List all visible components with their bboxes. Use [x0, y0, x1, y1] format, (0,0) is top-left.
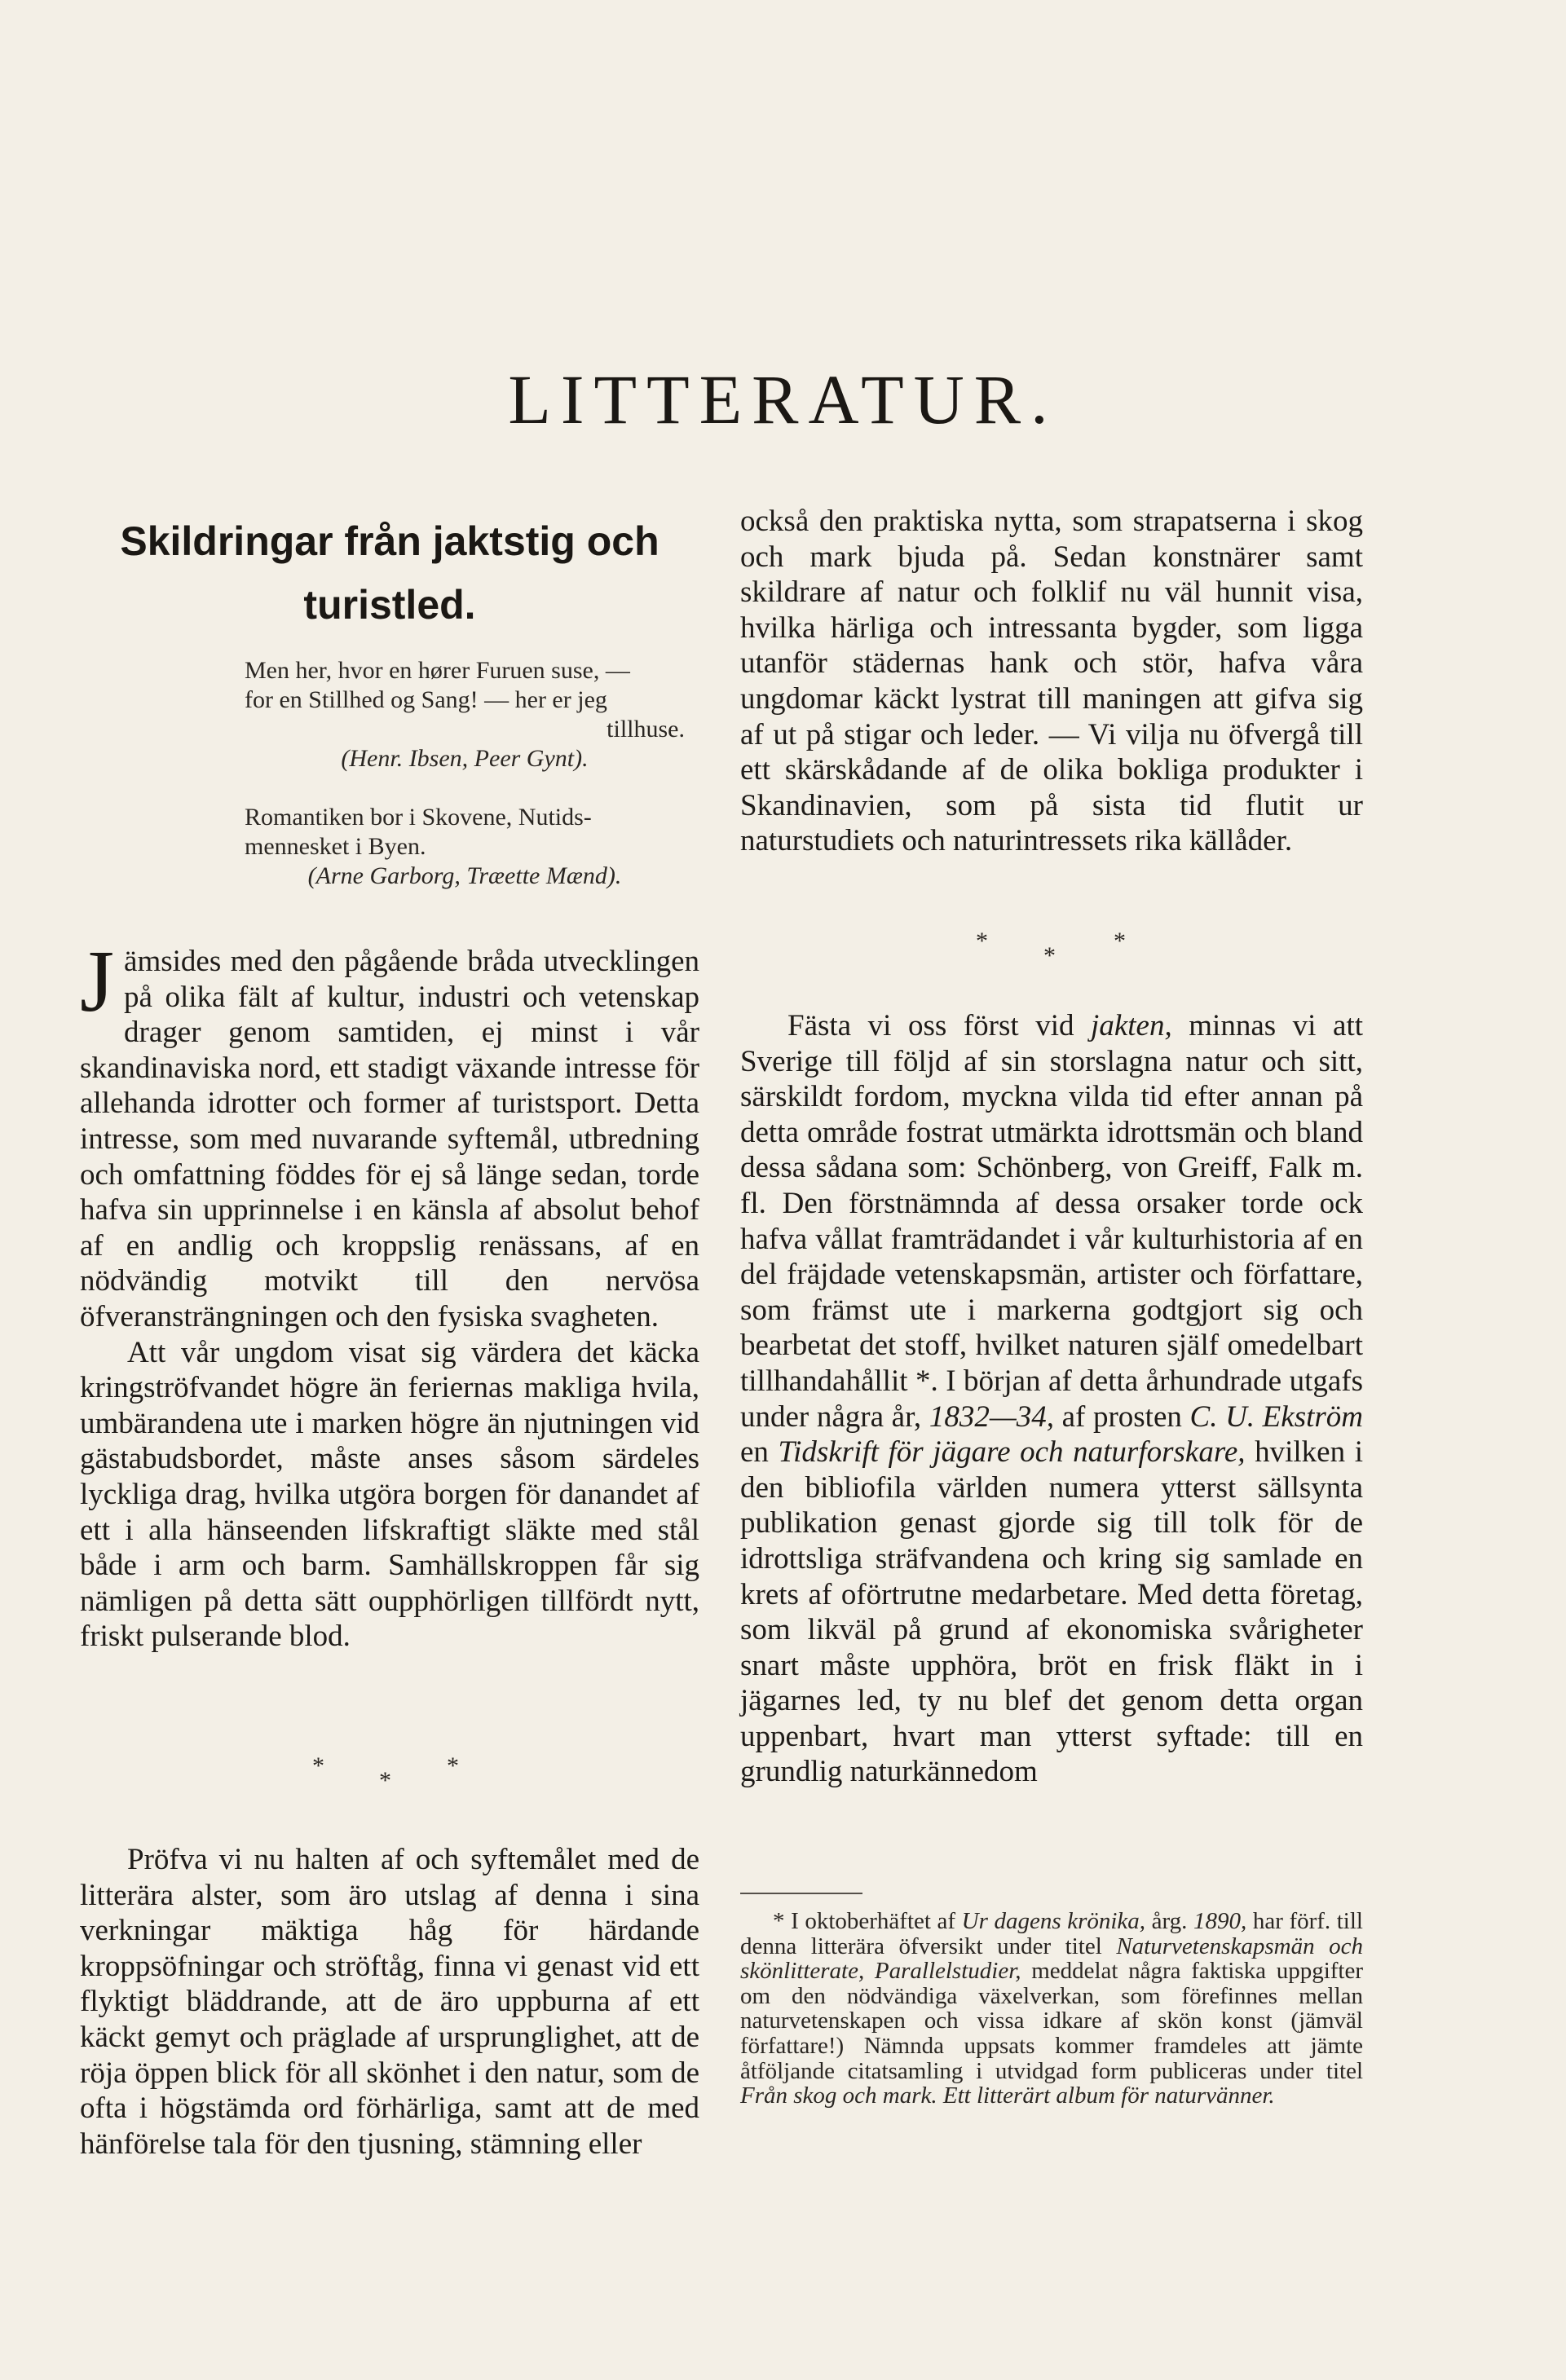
text-run-italic: Från skog och mark. Ett litterärt album för naturvänner.	[740, 2082, 1275, 2109]
text-run-italic: 1890,	[1193, 1908, 1247, 1934]
text-run-italic: Naturvetenskapsmän och skönlitterate, Parallelstudier,	[740, 1933, 1363, 1985]
text-run: * I oktoberhäftet af	[773, 1908, 962, 1934]
text-run: har förf. till denna litterära öfversikt under titel	[740, 1908, 1363, 1959]
paragraph-4: också den praktiska nytta, som strapatserna i skog och mark bjuda på. Sedan konstnärer samt skildrare af natur och folklif nu väl hunnit visa, hvilka härliga och intressanta bygder, som ligga utanför städernas hank och stör, hafva våra ungdomar käckt lystrat till maningen att gifva sig af ut på stigar och leder. — Vi vilja nu öfvergå till ett skärskådande af de olika bokliga produkter i Skandinavien, som på sista tid flutit ur naturstudiets och naturintressets rika källåder.	[740, 505, 1363, 858]
text-run: en	[740, 1435, 779, 1470]
text-run-italic: 1832—34,	[929, 1399, 1054, 1434]
footnote	[740, 1909, 1363, 2109]
text-run: minnas vi att Sverige till följd af sin storslagna natur och sitt, särskildt fordom, myckna vilda tid efter annan på detta område fostrat utmärkta idrottsmän och bland dessa sådana som: Schönberg, von Greiff, Falk m. fl. Den förstnämnda af dessa orsaker torde ock hafva vållat framträdandet i vår kulturhistoria af en del fräjdade vetenskapsmän, artister och författare, som främst ute i markerna godtgjort sig och bearbetat det stoff, hvilket naturen själf omedelbart tillhandahållit *. I början af detta århundrade utgafs under några år,	[740, 1009, 1363, 1434]
asterism-star: *	[312, 1752, 324, 1779]
paragraph-1-text: ämsides med den pågående bråda utvecklingen på olika fält af kultur, industri och vetenskap drager genom samtiden, ej minst i vår skandinaviska nord, ett stadigt växande intresse för allehanda idrotter och former af turistsport. Detta intresse, som med nuvarande syftemål, utbredning och omfattning föddes för ej så länge sedan, torde hafva sin upprinnelse i en känsla af absolut behof af en andlig och kroppslig renässans, af en nödvändig motvikt till den nervösa öfveransträngningen och den fysiska svagheten.	[80, 945, 699, 1333]
epigraph-attribution: (Arne Garborg, Træette Mænd).	[307, 862, 622, 889]
body-column-left-top	[80, 933, 699, 1655]
epigraph-line: tillhuse.	[607, 716, 685, 743]
article-title: Skildringar från jaktstig och turistled.	[120, 518, 659, 628]
asterism-star: *	[1114, 928, 1126, 954]
epigraph-line: for en Stillhed og Sang! — her er jeg	[245, 686, 607, 713]
body-column-right-bottom	[740, 1008, 1363, 1790]
text-run: af prosten	[1053, 1399, 1190, 1434]
text-run-italic: C. U. Ekström	[1189, 1399, 1363, 1434]
epigraph-line: mennesket i Byen.	[245, 833, 426, 860]
body-column-right-top	[740, 504, 1363, 859]
paragraph-5	[740, 1008, 1363, 1790]
footnote-rule	[740, 1893, 862, 1894]
section-masthead: LITTERATUR.	[508, 360, 1058, 439]
epigraph-line: Men her, hvor en hører Furuen suse, —	[245, 657, 630, 684]
asterism-star: *	[976, 928, 988, 954]
paragraph-3: Pröfva vi nu halten af och syftemålet med de litterära alster, som äro utslag af denna i sina verkningar mäktiga håg för härdande kroppsöfningar och ströftåg, finna vi genast vid ett flyktigt bläddrande, att de äro uppburna af ett käckt gemyt och präglade af ursprunglighet, att de röja öppen blick för all skönhet i den natur, som de ofta i högstämda ord förhärliga, samt att de med hänförelse tala för den tjusning, stämning eller	[80, 1843, 699, 2161]
epigraph-line: Romantiken bor i Skovene, Nutids-	[245, 804, 592, 831]
asterism-star: *	[1043, 942, 1056, 969]
paragraph-1	[80, 933, 699, 1335]
text-run: hvilken i den bibliofila världen numera ytterst sällsynta publikation genast gjorde sig till tolk för de idrottsliga sträfvandena och kring sig samlade en krets af oförtrutne medarbetare. Med detta företag, som likväl på grund af ekonomiska svårigheter snart måste upphöra, bröt en frisk fläkt in i jägarnes led, ty nu blef det genom detta organ uppenbart, hvart man ytterst syftade: till en grundlig naturkännedom	[740, 1435, 1363, 1789]
asterism-star: *	[447, 1752, 459, 1779]
text-run-italic: Tidskrift för jägare och naturforskare,	[778, 1435, 1246, 1470]
text-run: meddelat några faktiska uppgifter om den nödvändiga växelverkan, som förefinnes mellan naturvetenskapen och vissa idkare af skön konst (jämväl författare!) Nämnda uppsats kommer framdeles att jämte åtföljande citatsamling i utvidgad form publiceras under titel	[740, 1958, 1363, 2084]
text-run: Fästa vi oss först vid	[787, 1009, 1092, 1042]
text-run-italic: Ur dagens krönika,	[961, 1908, 1146, 1934]
body-column-left-bottom	[80, 1842, 699, 2162]
epigraph-ibsen	[245, 656, 685, 774]
paragraph-2: Att vår ungdom visat sig värdera det käcka kringströfvandet högre än feriernas makliga hvila, umbärandena ute i marken högre än njutningen vid gästabudsbordet, måste anses såsom särdeles lyckliga drag, hvilka utgöra borgen för danandet af ett i alla hänseenden lifskraftigt släkte med stål både i arm och barm. Samhällskroppen får sig nämligen på detta sätt oupphörligen tillfördt nytt, friskt pulserande blod.	[80, 1335, 699, 1654]
epigraph-attribution: (Henr. Ibsen, Peer Gynt).	[341, 745, 589, 772]
footnote-text	[740, 1909, 1363, 2109]
text-run-italic: jakten,	[1091, 1009, 1172, 1042]
epigraph-garborg	[245, 803, 685, 891]
text-run: årg.	[1145, 1908, 1193, 1934]
drop-cap: J	[80, 933, 115, 1030]
asterism-star: *	[379, 1767, 391, 1794]
